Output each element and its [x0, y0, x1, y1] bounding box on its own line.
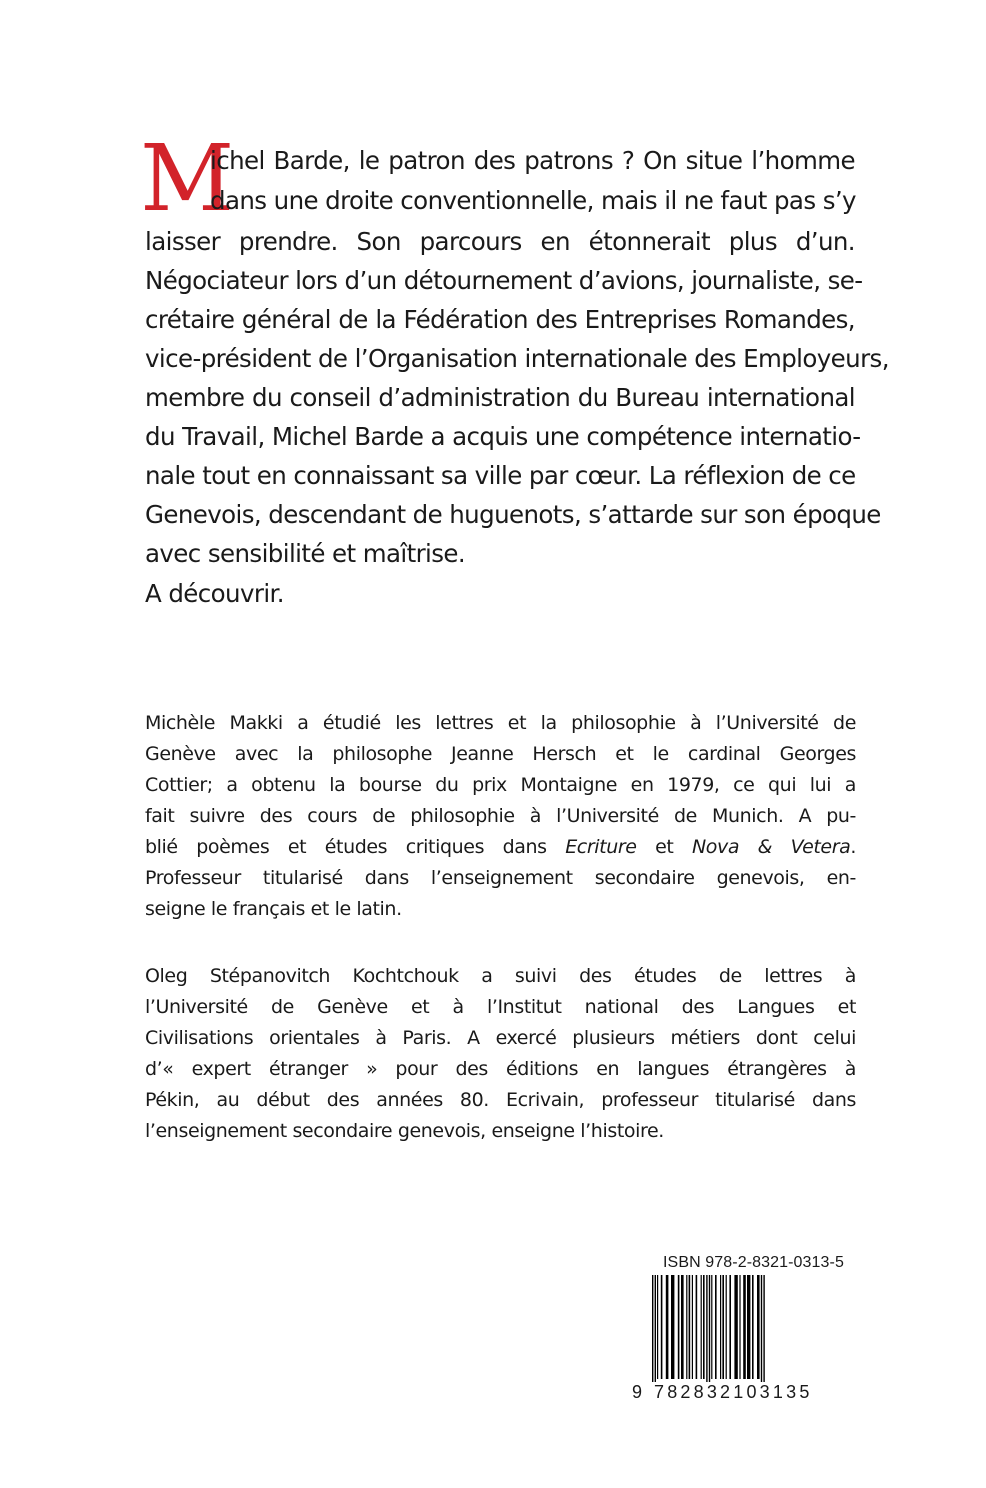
barcode-bar: [657, 1275, 658, 1379]
blurb-line: du Travail, Michel Barde a acquis une compétence internatio-: [145, 422, 861, 451]
blurb-line: nale tout en connaissant sa ville par cœur. La réflexion de ce: [145, 461, 856, 490]
barcode-bar: [739, 1275, 740, 1379]
barcode-bar: [729, 1275, 731, 1379]
blurb-line: Genevois, descendant de huguenots, s’attarde sur son époque: [145, 500, 881, 529]
barcode-bar: [689, 1275, 691, 1379]
bio-line: Cottier; a obtenu la bourse du prix Montaigne en 1979, ce qui lui a: [145, 774, 856, 796]
bio-line: seigne le français et le latin.: [145, 898, 402, 920]
bio-line: Professeur titularisé dans l’enseignement secondaire genevois, en-: [145, 867, 856, 889]
blurb-line: vice-président de l’Organisation internationale des Employeurs,: [145, 344, 889, 373]
barcode-bar: [743, 1275, 746, 1379]
barcode-bar: [678, 1275, 680, 1379]
barcode-bar: [747, 1275, 750, 1379]
barcode-bar: [686, 1275, 687, 1379]
barcode-bar: [720, 1275, 721, 1379]
barcode-bar: [726, 1275, 727, 1379]
title-nova-vetera: Nova & Vetera: [691, 836, 851, 858]
barcode-bar: [671, 1275, 674, 1379]
guard-bar: [652, 1275, 653, 1397]
barcode-bar: [703, 1275, 705, 1379]
barcode-bar: [666, 1275, 669, 1379]
bio-line: Oleg Stépanovitch Kochtchouk a suivi des études de lettres à: [145, 965, 856, 987]
bio-line: Civilisations orientales à Paris. A exercé plusieurs métiers dont celui: [145, 1027, 856, 1049]
drop-cap: M: [140, 125, 233, 232]
barcode-bar: [715, 1275, 717, 1379]
barcode-bar: [661, 1275, 663, 1379]
guard-bar: [761, 1275, 762, 1397]
bio-line: blié poèmes et études critiques dans Ecriture et Nova & Vetera.: [145, 836, 856, 858]
barcode-bar: [752, 1275, 754, 1379]
isbn-label: ISBN 978-2-8321-0313-5: [663, 1254, 844, 1271]
barcode-bar: [692, 1275, 693, 1379]
barcode-bar: [757, 1275, 760, 1379]
bio-line: l’Université de Genève et à l’Institut national des Langues et: [145, 996, 856, 1018]
blurb-line: crétaire général de la Fédération des Entreprises Romandes,: [145, 305, 855, 334]
bio-line: Genève avec la philosophe Jeanne Hersch et le cardinal Georges: [145, 743, 856, 765]
bio-line: Michèle Makki a étudié les lettres et la philosophie à l’Université de: [145, 712, 856, 734]
barcode-bar: [696, 1275, 698, 1379]
barcode-bar: [722, 1275, 724, 1379]
bio-line: l’enseignement secondaire genevois, enseigne l’histoire.: [145, 1120, 664, 1142]
barcode-bar: [711, 1275, 712, 1379]
barcode-bar: [701, 1275, 702, 1379]
guard-bar: [763, 1275, 764, 1397]
bio-line: d’« expert étranger » pour des éditions en langues étrangères à: [145, 1058, 856, 1080]
ean-first-digit: 9: [632, 1382, 643, 1402]
guard-bar: [655, 1275, 656, 1397]
barcode-bar: [734, 1275, 737, 1379]
blurb-line: Négociateur lors d’un détournement d’avions, journaliste, se-: [145, 266, 863, 295]
blurb-line: laisser prendre. Son parcours en étonnerait plus d’un.: [145, 227, 855, 256]
ean-digits: 782832103135: [654, 1382, 813, 1402]
blurb-line: membre du conseil d’administration du Bureau international: [145, 383, 855, 412]
bio-line: Pékin, au début des années 80. Ecrivain, professeur titularisé dans: [145, 1089, 856, 1111]
barcode-bar: [681, 1275, 684, 1379]
blurb-line: ichel Barde, le patron des patrons ? On situe l’homme: [210, 146, 855, 175]
bio-line: fait suivre des cours de philosophie à l’Université de Munich. A pu-: [145, 805, 856, 827]
guard-bar: [709, 1275, 710, 1397]
blurb-line: dans une droite conventionnelle, mais il ne faut pas s’y: [210, 186, 856, 215]
guard-bar: [706, 1275, 707, 1397]
blurb-line: A découvrir.: [145, 579, 284, 608]
blurb-line: avec sensibilité et maîtrise.: [145, 539, 466, 568]
title-ecriture: Ecriture: [565, 836, 637, 858]
